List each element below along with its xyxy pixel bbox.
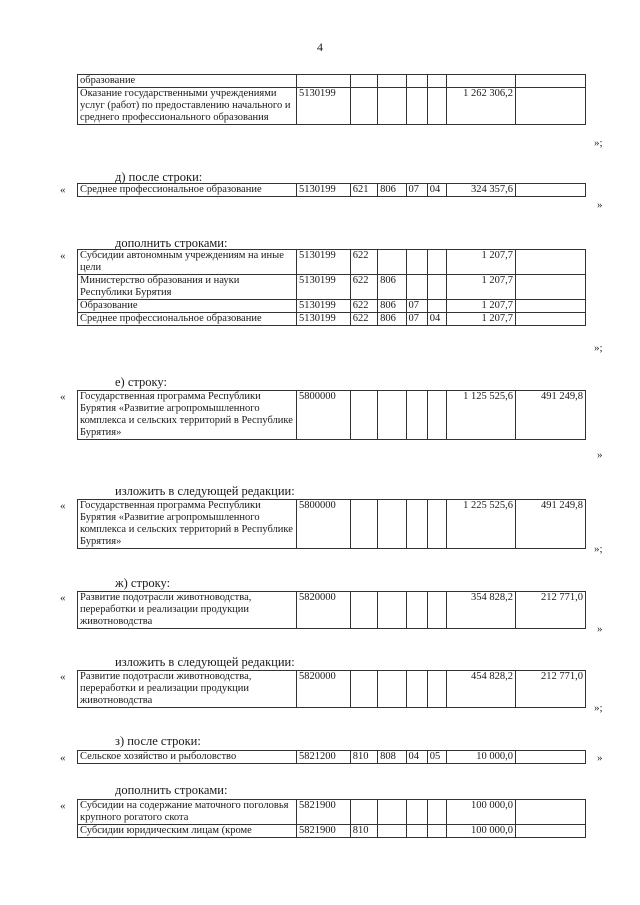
cell-rz: 07: [406, 300, 427, 313]
page-number: 4: [317, 40, 323, 54]
cell-gr: 806: [378, 184, 406, 197]
cell-gr: [378, 671, 406, 708]
cell-pr: 04: [427, 184, 446, 197]
cell-csr: 5821900: [297, 825, 351, 838]
section-header-z: з) после строки:: [115, 734, 201, 748]
cell-rz: [406, 825, 427, 838]
cell-pr: [427, 592, 446, 629]
cell-csr: [297, 75, 351, 88]
open-quote: «: [60, 184, 66, 196]
table-row: [78, 313, 586, 326]
table-row: [78, 500, 586, 549]
budget-table: [77, 499, 586, 549]
cell-name: Государственная программа Республики Бурятия «Развитие агропромышленного комплекса и сельских территорий в Республике Бурятия»: [78, 391, 297, 440]
table-row: [78, 825, 586, 838]
cell-s1: 1 207,7: [447, 313, 516, 326]
close-quote: »;: [594, 702, 603, 714]
cell-rz: [406, 88, 427, 125]
table-block-6: [77, 591, 586, 629]
close-quote: »: [597, 623, 603, 635]
cell-pr: 04: [427, 313, 446, 326]
cell-pr: [427, 275, 446, 300]
cell-name: Сельское хозяйство и рыболовство: [78, 751, 297, 764]
cell-csr: 5820000: [297, 592, 351, 629]
cell-name: Среднее профессиональное образование: [78, 184, 297, 197]
section-header-edit-1: изложить в следующей редакции:: [115, 484, 295, 498]
close-quote: »: [597, 752, 603, 764]
table-row: [78, 275, 586, 300]
close-quote: »;: [594, 342, 603, 354]
table-block-2: [77, 183, 586, 197]
cell-gr: [378, 75, 406, 88]
cell-gr: [378, 592, 406, 629]
cell-rz: 07: [406, 313, 427, 326]
cell-gr: 808: [378, 751, 406, 764]
cell-vr: 622: [350, 300, 377, 313]
cell-csr: 5821900: [297, 800, 351, 825]
cell-rz: [406, 75, 427, 88]
table-block-1: [77, 74, 586, 125]
cell-gr: [378, 250, 406, 275]
cell-s1: 1 225 525,6: [447, 500, 516, 549]
table-row: [78, 592, 586, 629]
cell-rz: [406, 275, 427, 300]
cell-name: Образование: [78, 300, 297, 313]
cell-csr: 5800000: [297, 391, 351, 440]
table-row: [78, 300, 586, 313]
cell-rz: [406, 800, 427, 825]
cell-vr: 622: [350, 313, 377, 326]
budget-table: [77, 591, 586, 629]
cell-name: Субсидии автономным учреждениям на иные цели: [78, 250, 297, 275]
cell-s2: 491 249,8: [515, 391, 585, 440]
cell-csr: 5821200: [297, 751, 351, 764]
open-quote: «: [60, 592, 66, 604]
cell-csr: 5820000: [297, 671, 351, 708]
cell-rz: [406, 250, 427, 275]
table-block-9: [77, 799, 586, 838]
cell-s1: 354 828,2: [447, 592, 516, 629]
open-quote: «: [60, 800, 66, 812]
section-header-zh: ж) строку:: [115, 576, 171, 590]
cell-pr: [427, 671, 446, 708]
cell-s1: 100 000,0: [447, 800, 516, 825]
cell-name: Министерство образования и науки Республики Бурятия: [78, 275, 297, 300]
table-block-8: [77, 750, 586, 764]
close-quote: »: [597, 199, 603, 211]
table-row: [78, 751, 586, 764]
cell-name: Субсидии юридическим лицам (кроме: [78, 825, 297, 838]
cell-name: Развитие подотрасли животноводства, переработки и реализации продукции животноводства: [78, 671, 297, 708]
cell-s2: 212 771,0: [515, 671, 585, 708]
budget-table: [77, 74, 586, 125]
table-row: [78, 75, 586, 88]
cell-vr: 622: [350, 250, 377, 275]
cell-gr: 806: [378, 300, 406, 313]
table-block-7: [77, 670, 586, 708]
section-header-edit-2: изложить в следующей редакции:: [115, 655, 295, 669]
cell-s1: 10 000,0: [447, 751, 516, 764]
cell-vr: 622: [350, 275, 377, 300]
cell-vr: 810: [350, 751, 377, 764]
cell-s1: 1 125 525,6: [447, 391, 516, 440]
cell-csr: 5130199: [297, 88, 351, 125]
table-row: [78, 184, 586, 197]
cell-s1: 1 207,7: [447, 250, 516, 275]
section-header-add-1: дополнить строками:: [115, 236, 228, 250]
table-block-3: [77, 249, 586, 326]
cell-s2: [515, 825, 585, 838]
cell-csr: 5800000: [297, 500, 351, 549]
cell-csr: 5130199: [297, 313, 351, 326]
table-row: [78, 391, 586, 440]
cell-pr: [427, 88, 446, 125]
budget-table: [77, 750, 586, 764]
cell-vr: 810: [350, 825, 377, 838]
section-header-e: е) строку:: [115, 375, 167, 389]
cell-vr: [350, 800, 377, 825]
cell-vr: 621: [350, 184, 377, 197]
cell-csr: 5130199: [297, 300, 351, 313]
cell-name: Оказание государственными учреждениями услуг (работ) по предоставлению начального и среднего профессионального образования: [78, 88, 297, 125]
budget-table: [77, 390, 586, 440]
cell-rz: [406, 500, 427, 549]
cell-s2: [515, 800, 585, 825]
cell-pr: [427, 825, 446, 838]
cell-gr: [378, 391, 406, 440]
open-quote: «: [60, 250, 66, 262]
cell-s2: [515, 275, 585, 300]
open-quote: «: [60, 671, 66, 683]
cell-name: образование: [78, 75, 297, 88]
cell-pr: [427, 300, 446, 313]
cell-pr: [427, 800, 446, 825]
cell-rz: [406, 592, 427, 629]
table-block-5: [77, 499, 586, 549]
table-row: [78, 88, 586, 125]
budget-table: [77, 249, 586, 326]
cell-s2: [515, 250, 585, 275]
cell-csr: 5130199: [297, 250, 351, 275]
cell-rz: 07: [406, 184, 427, 197]
cell-s2: [515, 300, 585, 313]
cell-s1: 100 000,0: [447, 825, 516, 838]
cell-name: Государственная программа Республики Бурятия «Развитие агропромышленного комплекса и сельских территорий в Республике Бурятия»: [78, 500, 297, 549]
cell-rz: [406, 391, 427, 440]
cell-pr: [427, 250, 446, 275]
budget-table: [77, 799, 586, 838]
table-row: [78, 800, 586, 825]
cell-pr: 05: [427, 751, 446, 764]
cell-s1: [447, 75, 516, 88]
cell-name: Среднее профессиональное образование: [78, 313, 297, 326]
cell-csr: 5130199: [297, 184, 351, 197]
table-row: [78, 250, 586, 275]
cell-vr: [350, 75, 377, 88]
cell-gr: [378, 825, 406, 838]
cell-gr: [378, 800, 406, 825]
cell-s2: [515, 184, 585, 197]
cell-s1: 324 357,6: [447, 184, 516, 197]
cell-s1: 1 262 306,2: [447, 88, 516, 125]
cell-s2: [515, 75, 585, 88]
cell-pr: [427, 500, 446, 549]
cell-s2: [515, 313, 585, 326]
cell-vr: [350, 391, 377, 440]
open-quote: «: [60, 752, 66, 764]
open-quote: «: [60, 391, 66, 403]
budget-table: [77, 183, 586, 197]
cell-name: Субсидии на содержание маточного поголовья крупного рогатого скота: [78, 800, 297, 825]
cell-s1: 454 828,2: [447, 671, 516, 708]
cell-pr: [427, 75, 446, 88]
open-quote: «: [60, 500, 66, 512]
cell-s2: [515, 751, 585, 764]
cell-gr: [378, 500, 406, 549]
close-quote: »;: [594, 543, 603, 555]
section-header-add-2: дополнить строками:: [115, 783, 228, 797]
cell-gr: 806: [378, 313, 406, 326]
cell-rz: [406, 671, 427, 708]
table-row: [78, 671, 586, 708]
cell-vr: [350, 88, 377, 125]
section-header-d: д) после строки:: [115, 170, 203, 184]
cell-gr: 806: [378, 275, 406, 300]
cell-csr: 5130199: [297, 275, 351, 300]
cell-s2: [515, 88, 585, 125]
cell-s2: 212 771,0: [515, 592, 585, 629]
cell-vr: [350, 671, 377, 708]
cell-name: Развитие подотрасли животноводства, переработки и реализации продукции животноводства: [78, 592, 297, 629]
cell-pr: [427, 391, 446, 440]
cell-vr: [350, 500, 377, 549]
cell-rz: 04: [406, 751, 427, 764]
table-block-4: [77, 390, 586, 440]
cell-s1: 1 207,7: [447, 275, 516, 300]
close-quote: »: [597, 449, 603, 461]
cell-gr: [378, 88, 406, 125]
cell-vr: [350, 592, 377, 629]
close-quote: »;: [594, 137, 603, 149]
budget-table: [77, 670, 586, 708]
cell-s2: 491 249,8: [515, 500, 585, 549]
cell-s1: 1 207,7: [447, 300, 516, 313]
